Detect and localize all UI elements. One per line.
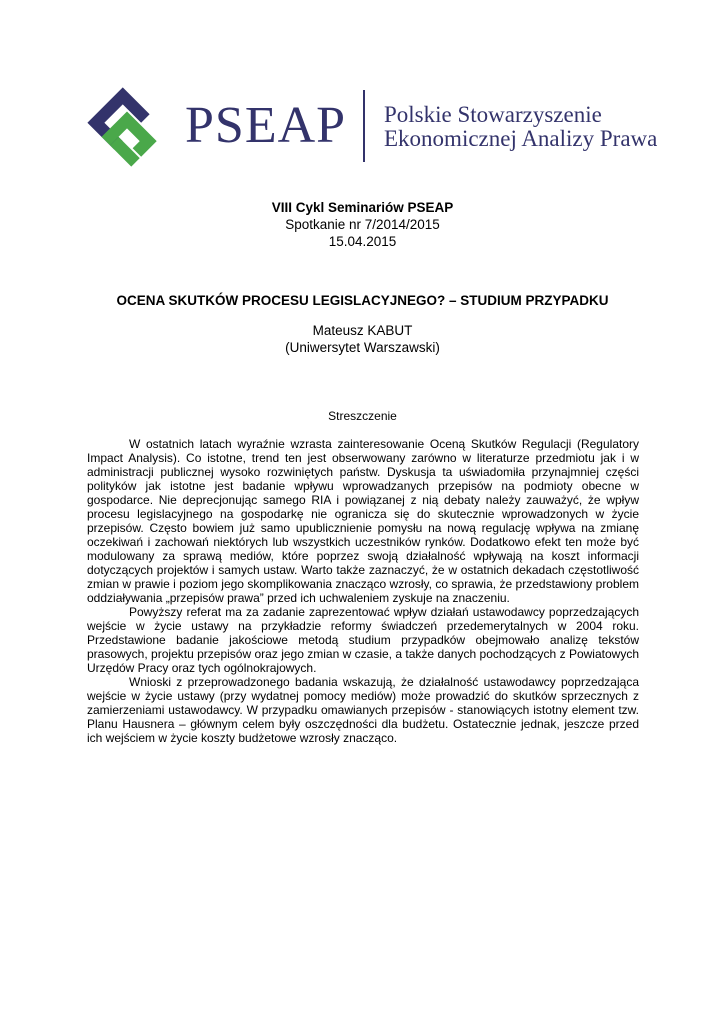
series-title: VIII Cykl Seminariów PSEAP (271, 200, 454, 215)
logo-line2: Ekonomicznej Analizy Prawa (384, 126, 658, 151)
logo-divider (363, 90, 365, 162)
abstract-paragraph: W ostatnich latach wyraźnie wzrasta zainteresowanie Oceną Skutków Regulacji (Regulatory Impact Analysis). Co istotne, trend ten jest obserwowany zarówno w literaturze przedmiotu jak i w administracji publicznej wysoko rozwiniętych państw. Dyskusja ta uświadomiła przynajmniej części polityków jak istotne jest badanie wpływu wprowadzanych przepisów na podmioty obecne w gospodarce. Nie deprecjonując samego RIA i powiązanej z nią debaty należy zauważyć, że wpływ procesu legislacyjnego na gospodarkę nie ogranicza się do skutecznie wprowadzonych w życie przepisów. Często bowiem już samo upublicznienie pomysłu na nową regulację wpływa na zmianę oczekiwań i zachowań niektórych lub wszystkich uczestników rynków. Dodatkowo efekt ten może być modulowany za sprawą mediów, które poprzez swoją działalność wpływają na koszt informacji dotyczących projektów i samych ustaw. Warto także zaznaczyć, że w ostatnich dekadach częstotliwość zmian w prawie i poziom jego skomplikowania znacząco wzrosły, co sprawia, że przedstawiony problem oddziaływania „przepisów prawa” przed ich uchwaleniem zyskuje na znaczeniu. (87, 437, 639, 605)
author-name: Mateusz KABUT (312, 323, 413, 338)
logo-green-bar (110, 137, 140, 167)
meeting-date: 15.04.2015 (328, 234, 397, 249)
document-title: OCENA SKUTKÓW PROCESU LEGISLACYJNEGO? – STUDIUM PRZYPADKU (116, 293, 609, 308)
meeting-number: Spotkanie nr 7/2014/2015 (285, 217, 440, 232)
abstract-paragraph: Wnioski z przeprowadzonego badania wskazują, że działalność ustawodawcy poprzedzająca wejście w życie ustawy (przy wydatnej pomocy mediów) może prowadzić do skutków sprzecznych z zamierzeniami ustawodawcy. W przypadku omawianych przepisów - stanowiących istotny element tzw. Planu Hausnera – głównym celem były oszczędności dla budżetu. Ostatecznie jednak, jeszcze przed ich wejściem w życie koszty budżetowe wzrosły znacząco. (87, 675, 639, 745)
pseap-logo-mark-icon (86, 86, 168, 168)
author-affiliation: (Uniwersytet Warszawski) (285, 340, 440, 355)
abstract-body (87, 437, 639, 745)
logo-line1: Polskie Stowarzyszenie (384, 102, 602, 127)
logo-acronym: PSEAP (185, 97, 347, 154)
abstract-paragraph: Powyższy referat ma za zadanie zaprezentować wpływ działań ustawodawcy poprzedzających wejście w życie ustawy na przykładzie reformy świadczeń przedemerytalnych w 2004 roku. Przedstawione badanie jakościowe metodą studium przypadków obejmowało analizę tekstów prasowych, projektu przepisów oraz jego zmian w czasie, a także danych pochodzących z Powiatowych Urzędów Pracy oraz tych ogólnokrajowych. (87, 605, 639, 675)
abstract-heading: Streszczenie (328, 409, 397, 423)
